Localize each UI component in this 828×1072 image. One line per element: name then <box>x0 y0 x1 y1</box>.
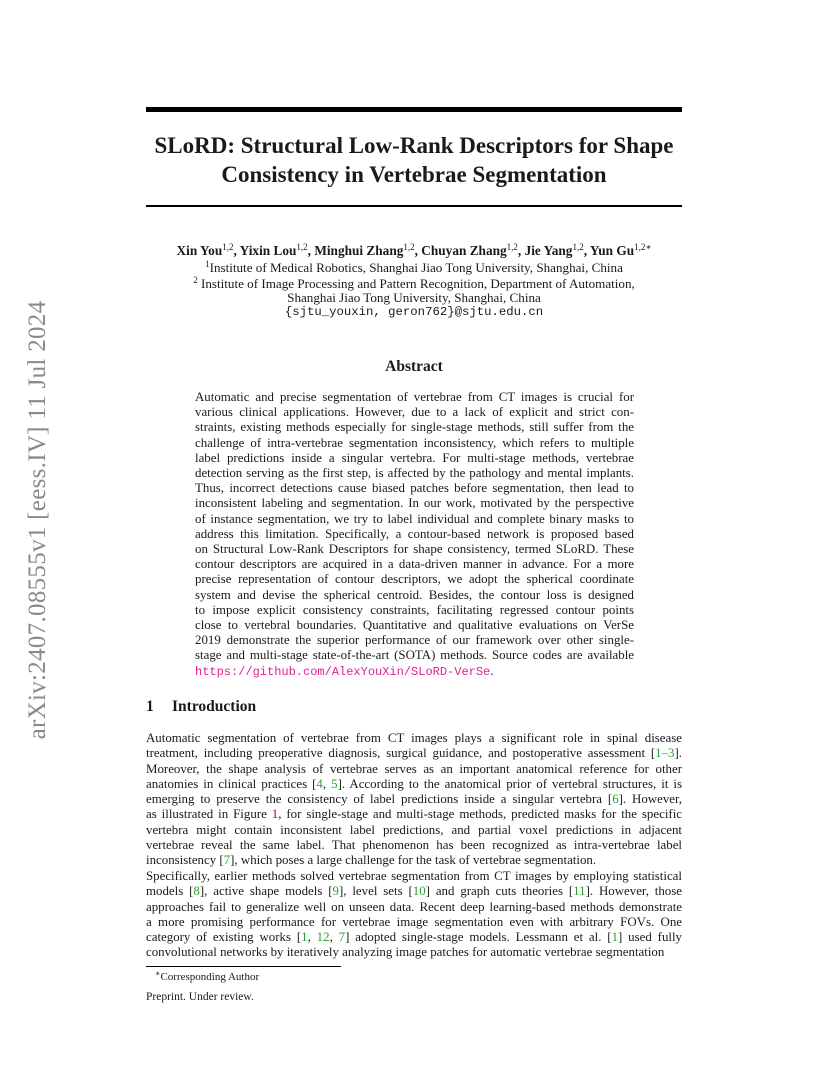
abstract-line: Thus, incorrect detections cause biased patches before segmentation, then lead to <box>195 481 634 496</box>
abstract-end-punct: . <box>490 663 494 678</box>
citation-link[interactable]: 1–3 <box>655 746 675 761</box>
title-rule <box>146 205 682 207</box>
citation-link[interactable]: 7 <box>223 853 231 868</box>
abstract-line: straints, existing methods especially for single-stage methods, still suffer from the <box>195 420 634 435</box>
paragraph-line <box>146 823 682 838</box>
figure-ref-link[interactable]: 1 <box>271 807 279 822</box>
paragraph-line <box>146 807 682 822</box>
author-list: Xin You$^{1,2}$, Yixin Lou$^{1,2}$, Minghui Zhang$^{1,2}$, Chuyan Zhang$^{1,2}$, Jie Yang$^{1,2}$, Yun $Gu^{1,2∗}$ <box>176 242 652 258</box>
author-email[interactable]: {sjtu_youxin, geron762}@sjtu.edu.cn <box>284 305 544 319</box>
text-run: ], level sets [ <box>338 884 413 899</box>
affiliation-2-mark: 2 <box>193 275 198 285</box>
paper-title <box>146 131 682 189</box>
title-line-1: SLoRD: Structural Low-Rank Descriptors for Shape <box>154 133 674 158</box>
text-run: , <box>329 930 339 945</box>
text-run: ] used fully <box>618 930 683 945</box>
paragraph-line <box>146 869 682 884</box>
author-name: Xin You <box>176 243 223 258</box>
author-affiliation-mark: 1,2 <box>296 242 308 252</box>
affiliation-1-mark: 1 <box>205 259 210 269</box>
footnote <box>155 969 259 983</box>
paragraph-line <box>146 930 682 945</box>
citation-link[interactable]: 9 <box>332 884 339 899</box>
abstract-line: address this limitation. Specifically, a contour-based network is proposed based <box>195 526 634 541</box>
text-run: treatment, including preoperative diagnosis, surgical guidance, and postoperative assessment [ <box>146 746 656 761</box>
citation-link[interactable]: 7 <box>338 930 346 945</box>
abstract-body <box>195 390 634 680</box>
text-run: inconsistency [ <box>146 853 224 868</box>
affiliation-2-text: Institute of Image Processing and Pattern Recognition, Department of Automation, <box>197 276 635 291</box>
title-line-2: Consistency in Vertebrae Segmentation <box>221 162 607 187</box>
author <box>421 243 518 258</box>
arxiv-id[interactable]: arXiv:2407.08555v1 [eess.IV] 11 Jul 2024 <box>24 300 51 740</box>
author-name: Chuyan Zhang <box>421 243 507 258</box>
author-affiliation-mark: 1,2 <box>506 242 518 252</box>
footnote-mark: ∗ <box>155 969 161 978</box>
author <box>525 243 584 258</box>
text-run: approaches fail to generalize well on unseen data. Recent deep learning-based methods demonstrate <box>146 899 682 914</box>
author <box>240 243 308 258</box>
abstract-line: stage and multi-stage state-of-the-art (SOTA) methods. Source codes are available <box>195 648 634 663</box>
citation-link[interactable]: 10 <box>412 884 426 899</box>
footnote-text: Corresponding Author <box>160 971 260 983</box>
text-run: ], active shape models [ <box>199 884 333 899</box>
author-name: Minghui Zhang <box>314 243 404 258</box>
text-run: vertebra might contain inconsistent label predictions, and partial voxel predictions in adjacent <box>146 822 682 837</box>
abstract-line: on Structural Low-Rank Descriptors for shape consistency, termed SLoRD. These <box>195 542 634 557</box>
abstract-line: close to vertebral boundaries. Quantitative and qualitative evaluations on VerSe <box>195 618 634 633</box>
intro-paragraph-1 <box>146 731 682 869</box>
paragraph-line <box>146 762 682 777</box>
author-affiliation-mark: 1,2∗ <box>634 242 652 252</box>
text-run: ] and graph cuts theories [ <box>425 884 574 899</box>
section-title: Introduction <box>172 698 257 715</box>
author <box>177 243 234 258</box>
paragraph-line <box>146 746 682 761</box>
citation-link[interactable]: 12 <box>316 930 330 945</box>
text-run: Automatic segmentation of vertebrae from CT images plays a significant role in spinal disease <box>146 731 682 745</box>
author <box>314 243 414 258</box>
citation-link[interactable]: 8 <box>193 884 200 899</box>
citation-link[interactable]: 1 <box>611 930 619 945</box>
text-run: ]. However, those <box>585 884 682 899</box>
citation-link[interactable]: 4 <box>316 776 323 791</box>
citation-link[interactable]: 11 <box>573 884 586 899</box>
abstract-heading: Abstract <box>385 358 443 375</box>
paragraph-line <box>146 853 682 868</box>
affiliation-1 <box>146 259 682 276</box>
text-run: models [ <box>146 884 194 899</box>
abstract-line: label predictions inside a singular vertebra. For multi-stage methods, vertebrae <box>195 450 634 465</box>
text-run: vertebrae reveal the same label. That phenomenon has been recognized as intra-vertebrae label <box>146 838 682 853</box>
author-name: Yun Gu <box>589 243 635 258</box>
affiliation-1-text: Institute of Medical Robotics, Shanghai Jiao Tong University, Shanghai, China <box>209 260 623 275</box>
abstract-line: system and devise the spherical centroid. Besides, the contour loss is designed <box>195 587 634 602</box>
citation-link[interactable]: 6 <box>612 792 619 807</box>
abstract-line: detection serving as the first step, is affected by the pathology and mental implants. <box>195 466 634 481</box>
text-run: convolutional networks by iteratively analyzing image patches for automatic vertebrae segmentation <box>146 945 665 960</box>
text-run: , <box>307 930 317 945</box>
affiliation-2-cont: Shanghai Jiao Tong University, Shanghai, China <box>287 290 541 305</box>
abstract-line: various clinical applications. However, due to a lack of explicit and strict con- <box>195 405 634 420</box>
text-run: ]. According to the anatomical prior of vertebral structures, it is <box>337 776 682 791</box>
text-run: a more promising performance for vertebrae image segmentation even with arbitrary FOVs. One <box>146 914 682 929</box>
text-run: Specifically, earlier methods solved vertebrae segmentation from CT images by employing statistical <box>146 869 682 883</box>
intro-paragraph-2 <box>146 869 682 961</box>
paragraph-line <box>146 792 682 807</box>
paragraph-line <box>146 884 682 899</box>
abstract-line: challenge of intra-vertebrae segmentation inconsistency, which refers to multiple <box>195 435 634 450</box>
text-run: ]. <box>674 746 682 761</box>
paragraph-line <box>146 777 682 792</box>
text-run: , for single-stage and multi-stage methods, predicted masks for the specific <box>278 807 682 822</box>
text-run: emerging to preserve the consistency of label predictions inside a singular vertebra [ <box>146 792 613 807</box>
paragraph-line <box>146 915 682 930</box>
author <box>590 243 652 258</box>
text-run: anatomies in clinical practices [ <box>146 776 317 791</box>
top-rule <box>146 107 682 112</box>
abstract-line: precise representation of contour descriptors, we adopt the spherical coordinate <box>195 572 634 587</box>
paragraph-line <box>146 900 682 915</box>
abstract-line: inconsistent labeling and segmentation. In our work, motivated by the perspective <box>195 496 634 511</box>
text-run: category of existing works [ <box>146 930 302 945</box>
author-affiliation-mark: 1,2 <box>572 242 584 252</box>
source-code-link[interactable]: https://github.com/AlexYouXin/SLoRD-VerSe <box>195 664 491 679</box>
abstract-line: 2019 demonstrate the superior performance of our framework over other single- <box>195 633 634 648</box>
section-number: 1 <box>146 698 154 715</box>
abstract-line <box>195 664 634 680</box>
text-run: ], which poses a large challenge for the task of vertebrae segmentation. <box>230 853 597 868</box>
abstract-line: to impose explicit consistency constraints, facilitating regressed contour points <box>195 602 634 617</box>
author-affiliation-mark: 1,2 <box>403 242 415 252</box>
paragraph-line <box>146 945 682 960</box>
text-run: ]. However, <box>618 792 682 807</box>
abstract-line: contour descriptors are acquired in a data-driven manner in advance. For a more <box>195 557 634 572</box>
text-run: as illustrated in Figure <box>146 807 272 822</box>
footnote-rule <box>146 966 341 967</box>
author-name: Yixin Lou <box>239 243 297 258</box>
section-heading-introduction <box>146 698 256 716</box>
author-name: Jie Yang <box>524 243 573 258</box>
citation-link[interactable]: 5 <box>331 776 338 791</box>
abstract-line: of instance segmentation, we try to label individual and complete binary masks to <box>195 511 634 526</box>
paragraph-line <box>146 838 682 853</box>
preprint-notice: Preprint. Under review. <box>146 991 254 1003</box>
citation-link[interactable]: 1 <box>301 930 308 945</box>
paragraph-line <box>146 731 682 746</box>
text-run: Moreover, the shape analysis of vertebrae serves as an important anatomical reference for other <box>146 761 682 776</box>
text-run: , <box>322 776 332 791</box>
author-affiliation-mark: 1,2 <box>222 242 234 252</box>
abstract-line: Automatic and precise segmentation of vertebrae from CT images is crucial for <box>195 390 634 404</box>
text-run: ] adopted single-stage models. Lessmann et al. [ <box>345 930 612 945</box>
